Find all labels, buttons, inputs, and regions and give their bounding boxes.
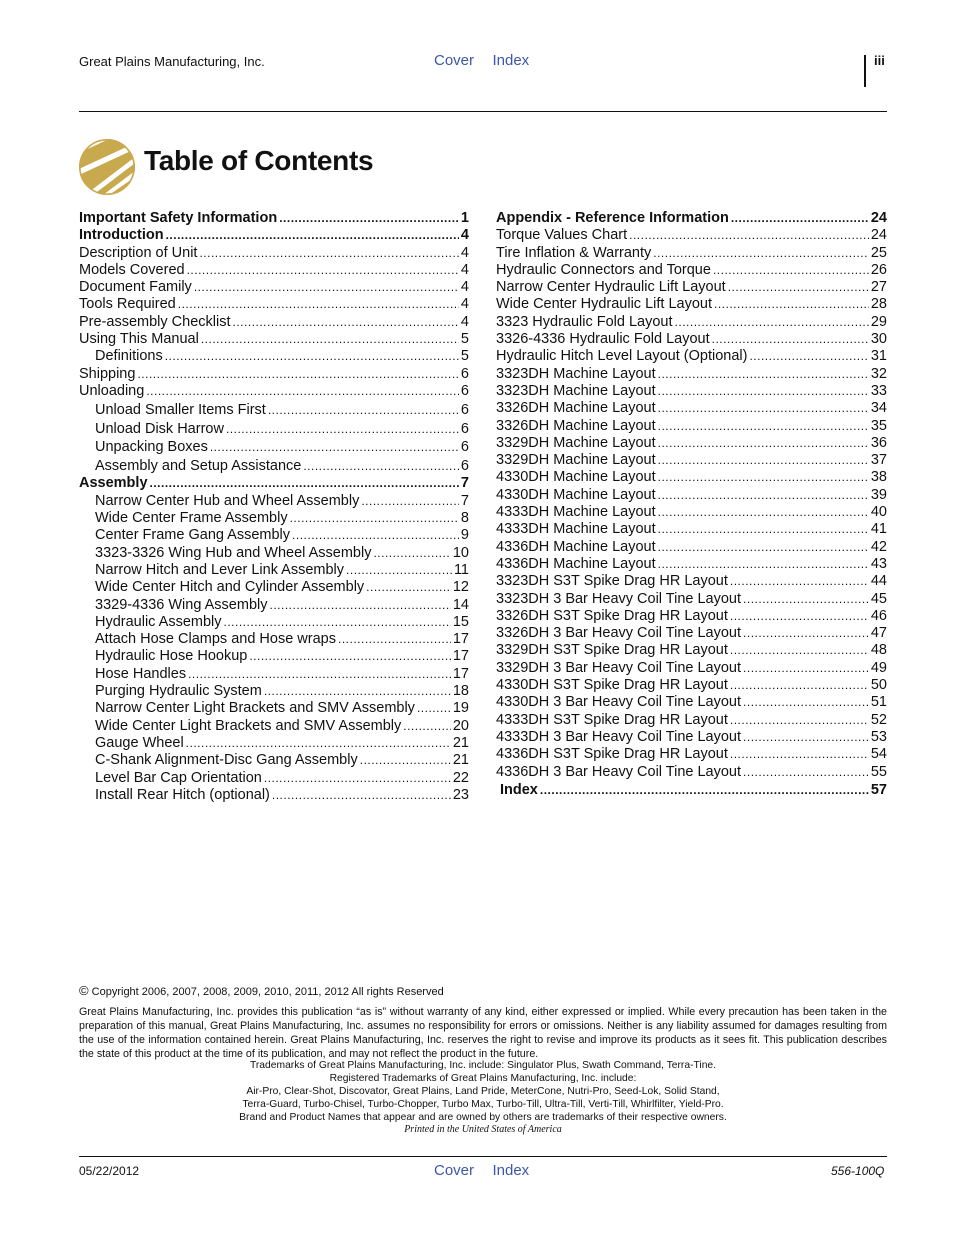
toc-entry[interactable] [79, 475, 469, 492]
toc-leader-dots [658, 469, 869, 486]
toc-entry[interactable] [496, 782, 887, 799]
toc-entry[interactable] [79, 331, 469, 348]
toc-entry-page: 49 [870, 659, 887, 676]
toc-entry-label: Description of Unit [79, 244, 198, 261]
toc-entry[interactable] [79, 245, 469, 262]
cover-link[interactable]: Cover [434, 52, 475, 69]
toc-leader-dots [743, 764, 869, 781]
toc-entry[interactable] [496, 746, 887, 763]
toc-leader-dots [279, 210, 459, 227]
toc-entry-label: Unloading [79, 382, 145, 399]
toc-leader-dots [346, 562, 452, 579]
toc-leader-dots [658, 521, 869, 538]
toc-entry[interactable] [496, 677, 887, 694]
toc-entry-label: Tire Inflation & Warranty [496, 244, 652, 261]
toc-entry[interactable] [496, 573, 887, 590]
toc-leader-dots [272, 787, 451, 804]
toc-entry-label: 4333DH S3T Spike Drag HR Layout [496, 711, 728, 728]
toc-leader-dots [730, 746, 869, 763]
toc-entry-label: Hydraulic Hose Hookup [95, 648, 248, 665]
toc-entry-label: Using This Manual [79, 331, 199, 348]
toc-leader-dots [373, 545, 450, 562]
toc-entry-page: 32 [870, 365, 887, 382]
toc-entry-page: 54 [870, 746, 887, 763]
toc-entry-label: Tools Required [79, 296, 176, 313]
toc-right-column [496, 210, 887, 799]
toc-entry-label: 3329DH Machine Layout [496, 452, 656, 469]
toc-entry-page: 51 [870, 694, 887, 711]
toc-entry-page: 45 [870, 590, 887, 607]
copyright-text: Copyright 2006, 2007, 2008, 2009, 2010, 2011, 2012 All rights Reserved [91, 986, 444, 998]
toc-entry-label: 3323DH Machine Layout [496, 365, 656, 382]
toc-entry-page: 6 [460, 401, 469, 418]
toc-entry[interactable] [496, 642, 887, 659]
toc-entry[interactable] [496, 729, 887, 746]
toc-entry-label: Appendix - Reference Information [496, 210, 729, 226]
toc-entry[interactable] [496, 487, 887, 504]
toc-entry-page: 4 [460, 296, 469, 313]
toc-leader-dots [731, 210, 869, 227]
toc-entry-label: Gauge Wheel [95, 734, 184, 751]
index-link[interactable]: Index [492, 1162, 530, 1179]
toc-entry-page: 15 [452, 613, 469, 630]
great-plains-logo-icon [79, 139, 135, 195]
toc-entry-page: 41 [870, 521, 887, 538]
toc-entry-label: 4330DH Machine Layout [496, 486, 656, 503]
toc-entry-page: 43 [870, 555, 887, 572]
toc-leader-dots [658, 435, 869, 452]
toc-entry[interactable] [79, 735, 469, 752]
toc-leader-dots [658, 504, 869, 521]
footer-rule [79, 1156, 887, 1157]
toc-entry-page: 28 [870, 296, 887, 313]
toc-entry-page: 4 [460, 244, 469, 261]
toc-entry[interactable] [79, 787, 469, 804]
toc-entry-page: 29 [870, 313, 887, 330]
registered-trademarks-line1: Air-Pro, Clear-Shot, Discovator, Great Plains, Land Pride, MeterCone, Nutri-Pro, Seed-Lok, Solid Stand, [246, 1086, 720, 1097]
toc-entry[interactable] [496, 556, 887, 573]
toc-entry-label: Unload Smaller Items First [95, 401, 266, 418]
toc-leader-dots [730, 677, 869, 694]
disclaimer-paragraph: Great Plains Manufacturing, Inc. provides this publication “as is” without warranty of any kind, either expressed or implied. While every precaution has been taken in the preparation of this manual, Great Plains Manufacturing, Inc. assumes no responsibility for errors or omissions. Neither is any liability assumed for damages resulting from the use of the information contained herein. Great Plains Manufacturing, Inc. reserves the right to revise and improve its products as it sees fit. This publication describes the state of this product at the time of its publication, and may not reflect the product in the future. [79, 1006, 887, 1060]
toc-leader-dots [166, 227, 459, 244]
toc-entry-label: Narrow Center Hydraulic Lift Layout [496, 279, 726, 296]
toc-entry[interactable] [496, 366, 887, 383]
toc-entry[interactable] [496, 712, 887, 729]
registered-trademarks-line2: Terra-Guard, Turbo-Chisel, Turbo-Chopper, Turbo Max, Turbo-Till, Ultra-Till, Verti-Till, Whirlfilter, Yield-Pro. [242, 1099, 724, 1110]
toc-entry-page: 52 [870, 711, 887, 728]
toc-entry[interactable] [496, 694, 887, 711]
toc-entry-page: 4 [460, 261, 469, 278]
toc-entry-page: 4 [460, 227, 469, 244]
toc-entry[interactable] [496, 625, 887, 642]
toc-entry-label: 3323 Hydraulic Fold Layout [496, 313, 673, 330]
toc-entry-label: 3323-3326 Wing Hub and Wheel Assembly [95, 544, 372, 561]
toc-entry[interactable] [496, 452, 887, 469]
toc-entry-label: Important Safety Information [79, 210, 278, 226]
toc-leader-dots [658, 539, 869, 556]
toc-entry-label: 3326DH 3 Bar Heavy Coil Tine Layout [496, 625, 742, 642]
toc-leader-dots [658, 452, 869, 469]
toc-entry-label: Purging Hydraulic System [95, 683, 262, 700]
toc-entry-page: 22 [452, 769, 469, 786]
toc-entry-page: 21 [452, 734, 469, 751]
header-divider [864, 55, 866, 87]
toc-entry[interactable] [496, 262, 887, 279]
toc-entry[interactable] [496, 348, 887, 365]
toc-entry-label: Attach Hose Clamps and Hose wraps [95, 631, 336, 648]
toc-entry[interactable] [79, 210, 469, 227]
toc-entry-label: 3323DH 3 Bar Heavy Coil Tine Layout [496, 590, 742, 607]
toc-entry[interactable] [79, 383, 469, 400]
toc-entry[interactable] [79, 348, 469, 365]
toc-entry-label: Install Rear Hitch (optional) [95, 786, 270, 803]
toc-leader-dots [268, 402, 459, 419]
toc-entry-label: 4333DH Machine Layout [496, 521, 656, 538]
toc-leader-dots [743, 660, 869, 677]
toc-entry-label: 4336DH Machine Layout [496, 538, 656, 555]
toc-entry[interactable] [79, 279, 469, 296]
toc-entry[interactable] [496, 539, 887, 556]
toc-entry-page: 47 [870, 625, 887, 642]
toc-entry[interactable] [496, 279, 887, 296]
toc-entry-page: 6 [460, 365, 469, 382]
toc-entry-label: C-Shank Alignment-Disc Gang Assembly [95, 752, 358, 769]
toc-entry-label: Wide Center Light Brackets and SMV Assembly [95, 717, 402, 734]
toc-entry-label: Index [500, 781, 538, 798]
toc-leader-dots [187, 262, 459, 279]
toc-entry-page: 10 [452, 544, 469, 561]
toc-leader-dots [653, 245, 869, 262]
toc-leader-dots [178, 296, 459, 313]
toc-entry-label: 3329DH Machine Layout [496, 434, 656, 451]
toc-left-column [79, 210, 469, 804]
toc-leader-dots [743, 625, 869, 642]
toc-entry-page: 17 [452, 665, 469, 682]
toc-entry[interactable] [496, 418, 887, 435]
toc-entry-label: 3323DH Machine Layout [496, 382, 656, 399]
toc-leader-dots [730, 573, 869, 590]
toc-entry-page: 40 [870, 504, 887, 521]
toc-leader-dots [290, 510, 459, 527]
toc-entry-page: 20 [452, 717, 469, 734]
toc-entry-page: 17 [452, 648, 469, 665]
toc-entry-label: Document Family [79, 279, 192, 296]
toc-entry-label: 3326DH S3T Spike Drag HR Layout [496, 607, 728, 624]
toc-entry-label: Models Covered [79, 261, 185, 278]
printed-in-usa: Printed in the United States of America [404, 1124, 562, 1135]
toc-entry[interactable] [496, 314, 887, 331]
toc-entry[interactable] [79, 296, 469, 313]
toc-entry-label: Narrow Center Hub and Wheel Assembly [95, 492, 360, 509]
toc-entry-label: 3329DH 3 Bar Heavy Coil Tine Layout [496, 659, 742, 676]
header-company-name: Great Plains Manufacturing, Inc. [79, 54, 265, 69]
toc-entry[interactable] [79, 227, 469, 244]
toc-leader-dots [137, 366, 458, 383]
toc-leader-dots [658, 487, 869, 504]
toc-entry[interactable] [79, 510, 469, 527]
toc-leader-dots [233, 314, 459, 331]
toc-entry-page: 33 [870, 382, 887, 399]
toc-leader-dots [743, 591, 869, 608]
toc-entry[interactable] [79, 402, 469, 419]
bottom-nav [434, 1162, 543, 1180]
toc-entry-label: 3329DH S3T Spike Drag HR Layout [496, 642, 728, 659]
registered-trademarks-heading: Registered Trademarks of Great Plains Manufacturing, Inc. include: [329, 1073, 637, 1084]
toc-entry-label: Torque Values Chart [496, 227, 628, 244]
toc-entry-page: 34 [870, 400, 887, 417]
toc-entry-page: 4 [460, 279, 469, 296]
toc-leader-dots [264, 683, 451, 700]
toc-leader-dots [658, 400, 869, 417]
toc-entry-page: 6 [460, 458, 469, 475]
toc-leader-dots [728, 279, 869, 296]
toc-entry-label: Unpacking Boxes [95, 439, 208, 456]
index-link[interactable]: Index [492, 52, 530, 69]
toc-leader-dots [743, 694, 869, 711]
toc-leader-dots [224, 614, 451, 631]
toc-entry-label: 4330DH Machine Layout [496, 469, 656, 486]
toc-entry[interactable] [79, 262, 469, 279]
toc-entry[interactable] [79, 752, 469, 769]
toc-entry-page: 27 [870, 279, 887, 296]
toc-entry-label: 4330DH 3 Bar Heavy Coil Tine Layout [496, 694, 742, 711]
toc-entry-page: 7 [460, 492, 469, 509]
toc-leader-dots [188, 666, 451, 683]
toc-entry[interactable] [496, 521, 887, 538]
copyright-line [79, 983, 444, 998]
toc-leader-dots [540, 782, 869, 799]
toc-leader-dots [713, 262, 869, 279]
toc-entry-page: 19 [452, 700, 469, 717]
toc-leader-dots [714, 296, 869, 313]
toc-entry-page: 11 [453, 561, 469, 578]
toc-entry-page: 39 [870, 486, 887, 503]
toc-entry[interactable] [496, 383, 887, 400]
toc-entry-label: Shipping [79, 365, 136, 382]
toc-leader-dots [658, 418, 869, 435]
toc-entry[interactable] [496, 591, 887, 608]
toc-entry-label: 3326DH Machine Layout [496, 417, 656, 434]
toc-entry[interactable] [79, 770, 469, 787]
toc-entry[interactable] [496, 245, 887, 262]
toc-entry-label: 4330DH S3T Spike Drag HR Layout [496, 677, 728, 694]
toc-entry-page: 30 [870, 331, 887, 348]
toc-entry[interactable] [496, 660, 887, 677]
toc-entry-page: 4 [460, 313, 469, 330]
toc-leader-dots [150, 475, 459, 492]
toc-entry-label: Level Bar Cap Orientation [95, 769, 262, 786]
toc-entry[interactable] [79, 614, 469, 631]
toc-entry-page: 23 [452, 786, 469, 803]
toc-leader-dots [417, 700, 451, 717]
toc-leader-dots [730, 642, 869, 659]
toc-entry[interactable] [79, 545, 469, 562]
toc-leader-dots [749, 348, 868, 365]
toc-entry-label: Wide Center Frame Assembly [95, 510, 288, 527]
toc-entry-page: 18 [452, 683, 469, 700]
brand-note: Brand and Product Names that appear and are owned by others are trademarks of their respective owners. [239, 1112, 727, 1123]
toc-entry[interactable] [79, 527, 469, 544]
toc-entry[interactable] [496, 227, 887, 244]
toc-entry-page: 25 [870, 244, 887, 261]
toc-entry-label: 3326-4336 Hydraulic Fold Layout [496, 331, 710, 348]
toc-leader-dots [743, 729, 869, 746]
toc-entry-page: 9 [460, 527, 469, 544]
toc-entry-page: 26 [870, 261, 887, 278]
toc-entry-label: Hydraulic Assembly [95, 613, 222, 630]
toc-entry-label: Narrow Hitch and Lever Link Assembly [95, 561, 345, 578]
toc-entry-page: 48 [870, 642, 887, 659]
toc-leader-dots [303, 458, 459, 475]
toc-entry-page: 21 [452, 752, 469, 769]
toc-leader-dots [226, 421, 459, 438]
toc-leader-dots [194, 279, 459, 296]
toc-leader-dots [270, 597, 451, 614]
toc-leader-dots [675, 314, 869, 331]
toc-entry-page: 53 [870, 728, 887, 745]
toc-leader-dots [403, 718, 451, 735]
toc-entry-label: Wide Center Hitch and Cylinder Assembly [95, 579, 365, 596]
toc-entry-label: Hydraulic Connectors and Torque [496, 261, 711, 278]
page-number: iii [874, 53, 885, 68]
top-nav [434, 52, 543, 70]
toc-leader-dots [165, 348, 459, 365]
toc-leader-dots [658, 383, 869, 400]
toc-leader-dots [658, 556, 869, 573]
toc-entry-page: 6 [460, 382, 469, 399]
document-code: 556-100Q [831, 1164, 885, 1178]
toc-entry-page: 35 [870, 417, 887, 434]
toc-entry[interactable] [496, 210, 887, 227]
toc-leader-dots [712, 331, 869, 348]
toc-leader-dots [658, 366, 869, 383]
toc-entry-page: 38 [870, 469, 887, 486]
header-rule [79, 111, 887, 112]
toc-entry-label: Unload Disk Harrow [95, 420, 224, 437]
toc-entry-label: 4336DH S3T Spike Drag HR Layout [496, 746, 728, 763]
toc-entry-page: 5 [460, 348, 469, 365]
toc-entry-page: 37 [870, 452, 887, 469]
toc-entry[interactable] [496, 435, 887, 452]
toc-leader-dots [249, 648, 451, 665]
toc-entry-page: 7 [460, 475, 469, 492]
toc-entry-label: 4336DH Machine Layout [496, 555, 656, 572]
toc-entry[interactable] [79, 439, 469, 456]
toc-entry-page: 6 [460, 439, 469, 456]
toc-entry-page: 8 [460, 510, 469, 527]
toc-leader-dots [366, 579, 451, 596]
toc-entry[interactable] [79, 562, 469, 579]
toc-leader-dots [201, 331, 459, 348]
toc-entry-page: 36 [870, 434, 887, 451]
toc-entry[interactable] [496, 469, 887, 486]
toc-entry[interactable] [496, 296, 887, 313]
toc-entry-label: 3326DH Machine Layout [496, 400, 656, 417]
toc-leader-dots [199, 245, 458, 262]
toc-leader-dots [730, 712, 869, 729]
toc-leader-dots [210, 439, 459, 456]
toc-entry[interactable] [79, 366, 469, 383]
toc-entry[interactable] [79, 597, 469, 614]
toc-entry-page: 31 [870, 348, 887, 365]
toc-entry[interactable] [79, 493, 469, 510]
toc-entry-page: 5 [460, 331, 469, 348]
toc-entry[interactable] [496, 504, 887, 521]
toc-leader-dots [360, 752, 451, 769]
toc-entry[interactable] [79, 666, 469, 683]
toc-entry[interactable] [496, 764, 887, 781]
toc-entry-label: Hose Handles [95, 665, 187, 682]
toc-entry-label: Assembly and Setup Assistance [95, 458, 302, 475]
toc-entry[interactable] [496, 608, 887, 625]
toc-entry[interactable] [79, 718, 469, 735]
toc-entry-page: 42 [870, 538, 887, 555]
toc-entry-page: 44 [870, 573, 887, 590]
trademarks-line: Trademarks of Great Plains Manufacturing, Inc. include: Singulator Plus, Swath Command, Terra-Tine. [249, 1060, 717, 1071]
toc-entry-label: 4333DH 3 Bar Heavy Coil Tine Layout [496, 728, 742, 745]
toc-entry[interactable] [79, 683, 469, 700]
toc-entry-page: 1 [460, 210, 469, 226]
toc-entry-label: Introduction [79, 227, 164, 244]
toc-leader-dots [338, 631, 451, 648]
toc-entry-label: 4336DH 3 Bar Heavy Coil Tine Layout [496, 763, 742, 780]
toc-entry-label: Hydraulic Hitch Level Layout (Optional) [496, 348, 748, 365]
page-title: Table of Contents [144, 145, 374, 176]
toc-entry[interactable] [79, 700, 469, 717]
toc-entry[interactable] [79, 314, 469, 331]
toc-leader-dots [292, 527, 459, 544]
toc-entry[interactable] [496, 331, 887, 348]
toc-entry[interactable] [79, 579, 469, 596]
toc-entry-label: Wide Center Hydraulic Lift Layout [496, 296, 712, 313]
toc-entry-label: Definitions [95, 348, 163, 365]
toc-entry-page: 46 [870, 607, 887, 624]
toc-entry[interactable] [79, 648, 469, 665]
toc-entry[interactable] [79, 421, 469, 438]
toc-leader-dots [629, 227, 869, 244]
toc-entry[interactable] [496, 400, 887, 417]
toc-leader-dots [361, 493, 459, 510]
toc-leader-dots [186, 735, 451, 752]
toc-entry-page: 55 [870, 763, 887, 780]
toc-entry-page: 17 [452, 631, 469, 648]
toc-entry-page: 14 [452, 596, 469, 613]
toc-entry-page: 57 [870, 781, 887, 798]
toc-leader-dots [730, 608, 869, 625]
toc-entry-page: 24 [870, 227, 887, 244]
toc-entry-label: Narrow Center Light Brackets and SMV Assembly [95, 700, 415, 717]
toc-leader-dots [264, 770, 451, 787]
toc-entry-label: 3323DH S3T Spike Drag HR Layout [496, 573, 728, 590]
cover-link[interactable]: Cover [434, 1162, 475, 1179]
toc-entry[interactable] [79, 458, 469, 475]
toc-entry-label: Pre-assembly Checklist [79, 313, 231, 330]
toc-entry[interactable] [79, 631, 469, 648]
toc-entry-label: Center Frame Gang Assembly [95, 527, 291, 544]
toc-entry-label: 4333DH Machine Layout [496, 504, 656, 521]
toc-entry-label: Assembly [79, 475, 148, 492]
footer-date: 05/22/2012 [79, 1164, 140, 1178]
copyright-symbol: © [79, 983, 89, 998]
toc-entry-page: 24 [870, 210, 887, 226]
toc-entry-label: 3329-4336 Wing Assembly [95, 596, 268, 613]
toc-entry-page: 50 [870, 677, 887, 694]
toc-entry-page: 12 [452, 579, 469, 596]
toc-entry-page: 6 [460, 420, 469, 437]
toc-leader-dots [146, 383, 459, 400]
